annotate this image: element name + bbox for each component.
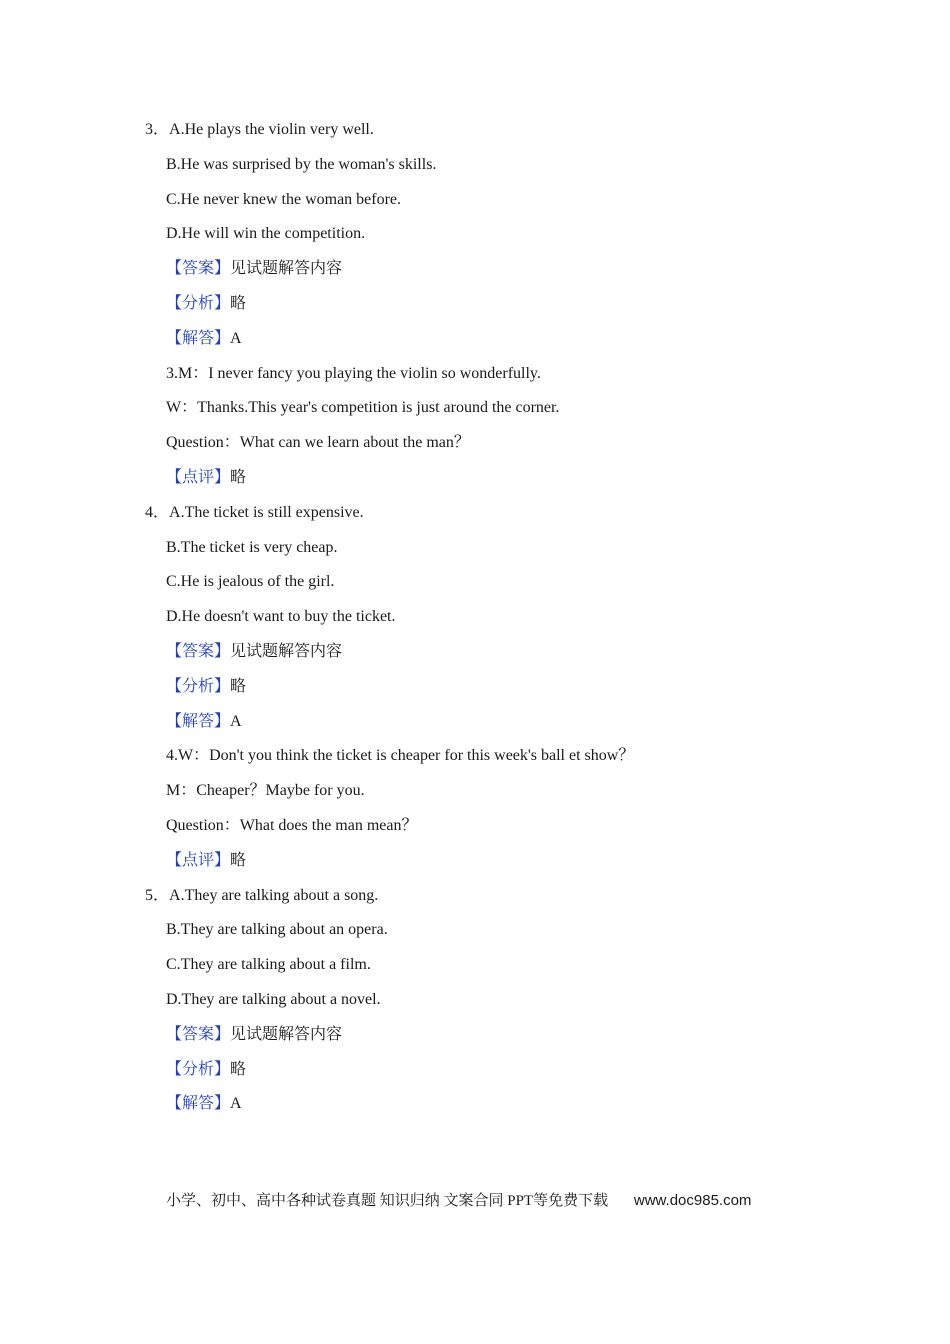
page-footer (166, 1187, 751, 1215)
analysis-tag: 【分析】 (166, 677, 231, 695)
question-4-option-c: C.He is jealous of the girl. (166, 573, 335, 591)
question-4-solution: 【解答】A (166, 712, 242, 730)
question-5-option-a: 5．A.They are talking about a song. (145, 886, 379, 904)
comment-tag: 【点评】 (166, 851, 231, 869)
question-5-option-c: C.They are talking about a film. (166, 956, 371, 974)
question-number: 4． (145, 503, 170, 521)
answer-tag: 【答案】 (166, 642, 231, 660)
question-5-option-d: D.They are talking about a novel. (166, 990, 381, 1008)
question-3-option-a: 3．A.He plays the violin very well. (145, 121, 374, 138)
question-5-answer: 【答案】见试题解答内容 (166, 1025, 343, 1043)
footer-text: 小学、初中、高中各种试卷真题 知识归纳 文案合同 PPT等免费下载 (166, 1193, 609, 1209)
solution-tag: 【解答】 (166, 1095, 231, 1113)
question-5-option-b: B.They are talking about an opera. (166, 921, 388, 939)
question-5-analysis: 【分析】略 (166, 1060, 247, 1078)
question-4-transcript-line: 4.W：Don't you think the ticket is cheaper for this week's ball et show？ (166, 747, 635, 765)
question-number: 3． (145, 121, 170, 138)
question-3-comment: 【点评】略 (166, 468, 247, 486)
question-3-transcript-line: Question：What can we learn about the man？ (166, 434, 470, 452)
question-4-analysis: 【分析】略 (166, 677, 247, 695)
question-3-option-c: C.He never knew the woman before. (166, 190, 402, 208)
question-3-option-d: D.He will win the competition. (166, 225, 366, 243)
question-3-solution: 【解答】A (166, 329, 242, 347)
analysis-tag: 【分析】 (166, 1060, 231, 1078)
question-5-solution: 【解答】A (166, 1095, 242, 1113)
question-4-option-b: B.The ticket is very cheap. (166, 538, 338, 556)
solution-tag: 【解答】 (166, 329, 231, 347)
question-number: 5． (145, 886, 170, 904)
solution-tag: 【解答】 (166, 712, 231, 730)
question-3-transcript-line: 3.M：I never fancy you playing the violin so wonderfully. (166, 364, 541, 382)
question-list (0, 113, 950, 1122)
question-4-transcript-line: M：Cheaper？Maybe for you. (166, 782, 365, 800)
question-4-option-a: 4．A.The ticket is still expensive. (145, 503, 364, 521)
footer-url-link[interactable]: www.doc985.com (633, 1192, 752, 1209)
question-3-transcript-line: W：Thanks.This year's competition is just around the corner. (166, 399, 560, 417)
question-4-comment: 【点评】略 (166, 851, 247, 869)
question-4-option-d: D.He doesn't want to buy the ticket. (166, 608, 396, 626)
question-3-analysis: 【分析】略 (166, 294, 247, 312)
comment-tag: 【点评】 (166, 468, 231, 486)
question-3-option-b: B.He was surprised by the woman's skills. (166, 155, 437, 173)
answer-tag: 【答案】 (166, 260, 231, 278)
question-4-answer: 【答案】见试题解答内容 (166, 642, 343, 660)
answer-tag: 【答案】 (166, 1025, 231, 1043)
analysis-tag: 【分析】 (166, 294, 231, 312)
question-3-answer: 【答案】见试题解答内容 (166, 260, 343, 278)
question-4-transcript-line: Question：What does the man mean？ (166, 816, 418, 834)
